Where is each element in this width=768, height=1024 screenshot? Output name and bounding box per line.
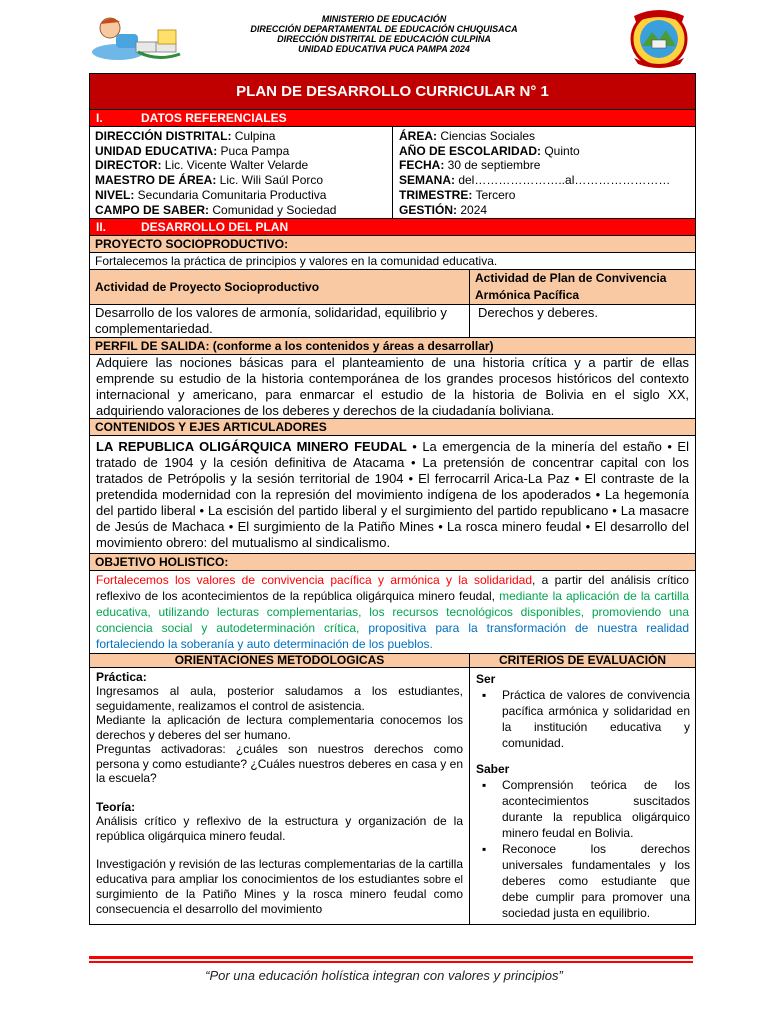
header-line-1: MINISTERIO DE EDUCACIÓN (321, 14, 447, 24)
contenidos-label: CONTENIDOS Y EJES ARTICULADORES (90, 419, 695, 436)
orientaciones-header: ORIENTACIONES METODOLOGICAS (90, 654, 470, 667)
section-desarrollo-plan (90, 219, 695, 236)
section-number: I. (96, 111, 103, 125)
actividad-convivencia-text: Derechos y deberes. (478, 305, 598, 321)
orientaciones-criterios-header (90, 654, 695, 668)
datos-row: ÁREA: Ciencias Sociales (399, 129, 536, 143)
practica-paragraph: Preguntas activadoras: ¿cuáles son nuestros derechos como persona y como estudiante? ¿Cuáles nuestros deberes en casa y en la escuela? (96, 742, 463, 786)
practica-paragraph: Mediante la aplicación de lectura complementaria conocemos los derechos y deberes del ser humano. (96, 713, 463, 742)
datos-row: DIRECTOR: Lic. Vicente Walter Velarde (95, 158, 309, 173)
orientaciones-body (90, 668, 470, 924)
actividad-proyecto-header: Actividad de Proyecto Socioproductivo (90, 270, 470, 304)
teoria-title: Teoría: (96, 799, 136, 814)
practica-title: Práctica: (96, 669, 147, 684)
perfil-text: Adquiere las nociones básicas para el planteamiento de una historia crítica y a partir de ellas emprende su estudio de la historia contemporánea de los grandes procesos históricos del contexto internacional y americano, para enmarcar el estudio de la historia de Bolivia en el siglo XX, adquiriendo valoraciones de los deberes y derechos de la ciudadanía boliviana. (90, 355, 695, 419)
objetivo-label: OBJETIVO HOLISTICO: (90, 554, 695, 571)
perfil-label: PERFIL DE SALIDA: (conforme a los contenidos y áreas a desarrollar) (90, 338, 695, 355)
datos-row: NIVEL: Secundaria Comunitaria Productiva (95, 187, 327, 202)
criterios-body (470, 668, 695, 924)
datos-row: AÑO DE ESCOLARIDAD: Quinto (399, 143, 580, 158)
section-title: DATOS REFERENCIALES (141, 111, 287, 125)
header-line-3: DIRECCIÓN DISTRITAL DE EDUCACIÓN CULPINA (277, 34, 491, 44)
footer-divider (89, 961, 693, 963)
actividades-header (90, 270, 695, 305)
datos-referenciales (90, 127, 695, 219)
contenidos-text (90, 436, 695, 553)
datos-row: DIRECCIÓN DISTRITAL: Culpina (95, 129, 276, 143)
header-line-4: UNIDAD EDUCATIVA PUCA PAMPA 2024 (298, 44, 470, 54)
header-line-2: DIRECCIÓN DEPARTAMENTAL DE EDUCACIÓN CHUQUISACA (250, 24, 518, 34)
practica-paragraph: Ingresamos al aula, posterior saludamos a los estudiantes, seguidamente, realizamos el control de asistencia. (96, 684, 463, 713)
proyecto-text: Fortalecemos la práctica de principios y valores en la comunidad educativa. (90, 253, 695, 270)
list-item: ▪ Reconoce los derechos universales fundamentales y los deberes como estudiante que debe cumplir para promover una sociedad justa en equilibrio. (480, 841, 690, 921)
saber-list (476, 777, 690, 921)
saber-title: Saber (476, 761, 510, 776)
contenidos-body: • La emergencia de la minería del estaño • El tratado de 1904 y la cesión definitiva de Atacama • La pretensión de concentrar capital con los tratados de Petrópolis y la sesión territorial de 1904 • El ferrocarril Arica-La Paz • El contraste de la pretendida modernidad con la represión del movimiento indígena de los apoderados • La hegemonía del partido liberal • La escisión del partido liberal y el surgimiento del partido republicano • La masacre de Jesús de Machaca • El surgimiento de la Patiño Mines • La rosca minero feudal • El desarrollo del movimiento obrero: del mutualismo al sindicalismo. (96, 439, 689, 550)
section-datos-referenciales (90, 110, 695, 127)
curricular-plan-table (89, 73, 696, 925)
page-title: PLAN DE DESARROLLO CURRICULAR N° 1 (90, 74, 695, 110)
datos-row: CAMPO DE SABER: Comunidad y Sociedad (95, 202, 337, 217)
ser-title: Ser (476, 671, 496, 686)
institution-header (0, 14, 768, 54)
datos-row: FECHA: 30 de septiembre (399, 158, 541, 173)
actividad-convivencia-header: Actividad de Plan de Convivencia Armónica Pacífica (475, 271, 667, 303)
datos-row: MAESTRO DE ÁREA: Lic. Wili Saúl Porco (95, 173, 324, 188)
actividad-proyecto-text: Desarrollo de los valores de armonía, solidaridad, equilibrio y complementariedad. (90, 305, 470, 337)
footer-divider (89, 956, 693, 959)
footer-motto: “Por una educación holística integran con valores y principios” (205, 968, 563, 983)
objetivo-text: Fortalecemos los valores de convivencia pacífica y armónica y la solidaridad, a partir del análisis crítico reflexivo de los acontecimientos de la república oligárquica minero feudal, mediante la aplicación de la cartilla educativa, utilizando lecturas complementarias, los recursos tecnológicos disponibles, promoviendo una conciencia social y autodeterminación crítica, propositiva para la transformación de nuestra realidad fortaleciendo la soberanía y auto determinación de los pueblos. (90, 571, 695, 654)
datos-row: UNIDAD EDUCATIVA: Puca Pampa (95, 143, 290, 158)
section-number: II. (96, 220, 107, 235)
list-item: ▪ Práctica de valores de convivencia pacífica armónica y solidaridad en la institución educativa y comunidad. (480, 687, 690, 751)
orientaciones-criterios-body (90, 668, 695, 924)
criterios-header: CRITERIOS DE EVALUACIÓN (498, 652, 667, 667)
datos-row: GESTIÓN: 2024 (399, 202, 488, 217)
datos-right-column (393, 127, 695, 218)
section-title: DESARROLLO DEL PLAN (141, 220, 289, 235)
datos-left-column (90, 127, 393, 218)
list-item: ▪ Comprensión teórica de los acontecimientos suscitados durante la republica oligárquico minero feudal en Bolivia. (480, 777, 690, 841)
datos-row: SEMANA: del…………………..al…………………… (399, 173, 671, 188)
ser-list (476, 687, 690, 751)
datos-row: TRIMESTRE: Tercero (399, 187, 516, 202)
proyecto-label: PROYECTO SOCIOPRODUCTIVO: (90, 236, 695, 253)
actividades-content (90, 305, 695, 338)
contenidos-heading: LA REPUBLICA OLIGÁRQUICA MINERO FEUDAL (96, 439, 407, 455)
teoria-paragraph: Investigación y revisión de las lecturas complementarias de la cartilla educativa para ampliar los conocimientos de los estudiantes sobre el surgimiento de la Patiño Mines y la rosca minero feudal como consecuencia el desarrollo del movimiento (96, 857, 463, 916)
teoria-paragraph: Análisis crítico y reflexivo de la estructura y organización de la república oligárquica minero feudal. (96, 814, 463, 843)
